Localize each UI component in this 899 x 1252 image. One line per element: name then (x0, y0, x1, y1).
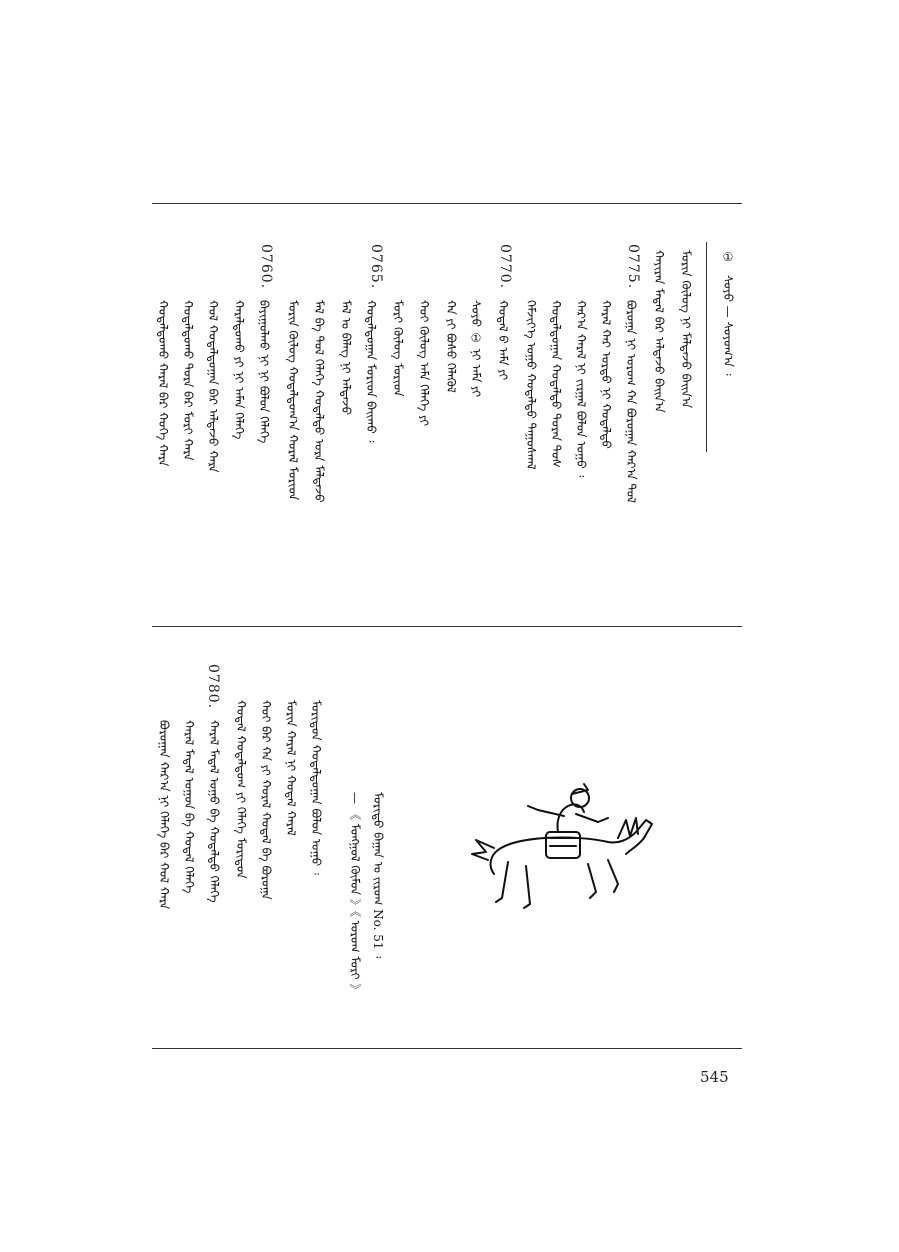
verse-line: ᠮᠣᠷᠢ ᠬᠦᠯᠦᠭ ᠮᠣᠷᠢᠳ (391, 300, 405, 397)
verse-line: ᠬᠤᠳᠠᠯᠳᠤᠭᠠᠨ ᠮᠣᠷᠢᠳ ᠪᠠᠢᠬᠤ ᠄ (364, 300, 378, 443)
verse-line: ᠬᠤᠳᠠᠯᠳᠤᠬᠤ ᠬᠠᠷᠠᠯ ᠪᠠᠷ ᠬᠤᠬᠡ ᠬᠠᠷᠠ (156, 300, 170, 467)
verse-line: ᠮᠣᠷᠢᠨ ᠬᠦᠯᠦᠭ ᠬᠤᠳᠠᠯᠳᠤᠭ᠎ᠠ ᠬᠤᠷᠠᠯ ᠮᠣᠷᠢᠳ (286, 300, 300, 501)
footnote (722, 250, 734, 375)
footnote-divider (706, 242, 707, 452)
verse-line: ᠪᠠᠶᠢᠭᠤᠯᠬᠤ ᠨᠢ ᠨᠢ ᠪᠣᠯᠤᠨ ᠬᠡᠯᠡᠭᠡ (257, 300, 271, 444)
verse-line: ᠬᠠ ᠶᠢ ᠪᠤᠰᠤ ᠬᠡᠯᠡᠬᠦᠯ (444, 300, 458, 393)
verse-line: ᠬᠠᠷᠠᠯ ᠮᠡᠳᠡᠯ ᠤᠭᠤ ᠪᠠ ᠬᠤᠳᠠᠯᠳᠤ ᠬᠡᠯᠡᠭᠡ (207, 720, 221, 903)
verse-line: ᠬᠠᠷ᠎ᠠ ᠬᠠᠷᠠᠯ ᠨᠢ ᠵᠢᠷᠭᠠᠯ ᠪᠣᠯᠤᠨ ᠤᠭᠤ ᠄ (574, 300, 588, 478)
verse-number: 0775. (625, 244, 641, 290)
verse-line: ᠬᠤᠳᠠᠯ ᠪ ᠠᠮᠠ ᠶᠢ (496, 300, 510, 381)
verse-line: ᠪᠣᠷᠣᠭᠠ ᠨᠢ ᠤᠷᠤᠭ ᠬᠠ ᠪᠣᠷᠣᠭᠠᠨ ᠬᠠᠷ᠎ᠠ ᠳᠤᠯ (624, 300, 638, 503)
page-number: 545 (700, 1068, 729, 1086)
verse-line: ᠬᠡᠮᠵᠢᠶ᠎ᠡ ᠤᠭᠤ ᠬᠤᠳᠠᠯᠳᠤ ᠳᠠᠭᠤᠰᠬᠠᠯ (524, 300, 538, 470)
verse-line: ᠪᠣᠷᠣᠭᠠᠨ ᠬᠠᠷ᠎ᠠ ᠨᠢ ᠬᠡᠯᠡᠭᠡ ᠪᠠᠷ ᠬᠤᠯ ᠬᠠᠷᠠ (157, 720, 171, 910)
verse-line: ᠬᠠᠷᠠᠯ ᠮᠡᠳᠡᠯ ᠤᠭᠤᠨ ᠪᠠ ᠬᠤᠳᠠᠯ ᠬᠡᠯᠡᠭᠡ (182, 720, 196, 894)
figure-caption-line: ᠮᠣᠷᠢᠳᠤ ᠪᠠᠭᠠᠨ ᠤ ᠵᠢᠷᠤᠭ No. 51 ᠄ (371, 792, 385, 959)
footnote-text: ᠰᠤᠶᠤ — ᠰᠤᠶᠤᠭ᠎ᠠ ᠄ (721, 274, 735, 376)
verse-line: ᠬᠠᠶᠢᠷᠠᠨ ᠮᠡᠳᠡᠯ ᠪᠠᠷ ᠠᠯᠳᠠᠵᠤ ᠪᠠᠢᠨ᠎ᠠ (652, 250, 666, 413)
verse-number: 0770. (497, 244, 513, 290)
bottom-rule (152, 1048, 742, 1049)
verse-line: ᠮᠣᠷᠢᠨ ᠬᠠᠷᠠᠯ ᠨᠢ ᠬᠤᠳᠠᠯ ᠬᠠᠷᠠᠯ (284, 700, 298, 836)
verse-number: 0780. (205, 664, 221, 710)
verse-line: ᠬᠤᠯ ᠬᠤᠳᠠᠯᠳᠤᠭᠠᠨ ᠪᠠᠷ ᠠᠯᠳᠠᠵᠤ ᠬᠠᠷᠠ (206, 300, 220, 473)
verse-line: ᠬᠠᠷᠠᠯ ᠬᠠᠷ ᠤᠷᠲᠤ ᠨᠢ ᠬᠤᠳᠠᠯᠳᠤ (599, 300, 613, 449)
verse-line: ᠬᠤᠢ ᠪᠡᠷ ᠬᠠ ᠶᠢ ᠬᠤᠷᠠᠯ ᠬᠤᠳᠠᠯ ᠪᠠ ᠪᠣᠷᠣᠭᠠ (259, 700, 273, 900)
verse-line: ᠬᠤᠢ ᠬᠦᠯᠦᠭ ᠠᠮᠠ ᠬᠡᠯᠡᠭᠡ ᠶᠢ (417, 300, 431, 427)
horse-rider-illustration (468, 780, 658, 920)
verse-line: ᠬᠤᠳᠠᠯᠳᠤᠬᠤ ᠲᠤᠷᠠ ᠪᠠᠷ ᠮᠣᠷᠢ ᠬᠠᠷᠠ (181, 300, 195, 461)
figure-source-line: — 《 ᠮᠣᠩᠭᠤᠯ ᠬᠦᠮᠦᠨ 》《 ᠤᠷᠤᠭ ᠮᠣᠷᠢ 》 (348, 792, 362, 996)
verse-number: 0760. (258, 244, 274, 290)
verse-line: ᠮᠠᠯ ᠪᠡ ᠲᠤᠯ ᠬᠡᠯᠡᠭᠡ ᠬᠤᠳᠠᠯᠳᠤ ᠤᠷᠠ ᠮᠠᠯᠲᠠᠵᠤ (312, 300, 326, 503)
verse-line: ᠮᠣᠷᠢᠨ ᠬᠦᠯᠦᠭ ᠨᠢ ᠮᠠᠯᠲᠠᠵᠤ ᠪᠠᠢᠨ᠎ᠠ (679, 250, 693, 409)
verse-line: ᠬᠤᠳᠠᠯ ᠬᠤᠳᠠᠯᠳᠤᠭ ᠶᠢ ᠬᠡᠯᠡᠭᠡ ᠮᠣᠷᠢᠳᠤᠨ (234, 700, 248, 879)
verse-line: ᠬᠠᠷᠠᠯᠳᠤᠬᠤ ᠶᠢ ᠨᠢ ᠠᠮᠠᠨ ᠬᠡᠯᠡᠭᠡ (232, 300, 246, 440)
verse-number: 0765. (368, 244, 384, 290)
verse-line: ᠬᠤᠳᠠᠯᠳᠤᠭᠠᠨ ᠬᠤᠳᠠᠯᠳᠤ ᠳᠤᠷᠠᠨ ᠲᠤᠰ (549, 300, 563, 468)
top-rule (152, 203, 742, 204)
footnote-marker: ① (721, 250, 735, 265)
verse-line: ᠰᠤᠶᠤ ① ᠨᠢ ᠠᠮᠠ ᠶᠢ (469, 300, 483, 398)
middle-rule (152, 626, 742, 627)
verse-line: ᠮᠠᠯ ᠤ ᠪᠡᠯᠡᠭ ᠨᠢ ᠠᠯᠳᠠᠵᠤ (339, 300, 353, 416)
verse-line: ᠮᠣᠷᠢᠳᠤᠨ ᠬᠤᠳᠠᠯᠳᠤᠭᠠᠨ ᠪᠣᠯᠤᠨ ᠤᠭᠤ ᠄ (309, 700, 323, 875)
